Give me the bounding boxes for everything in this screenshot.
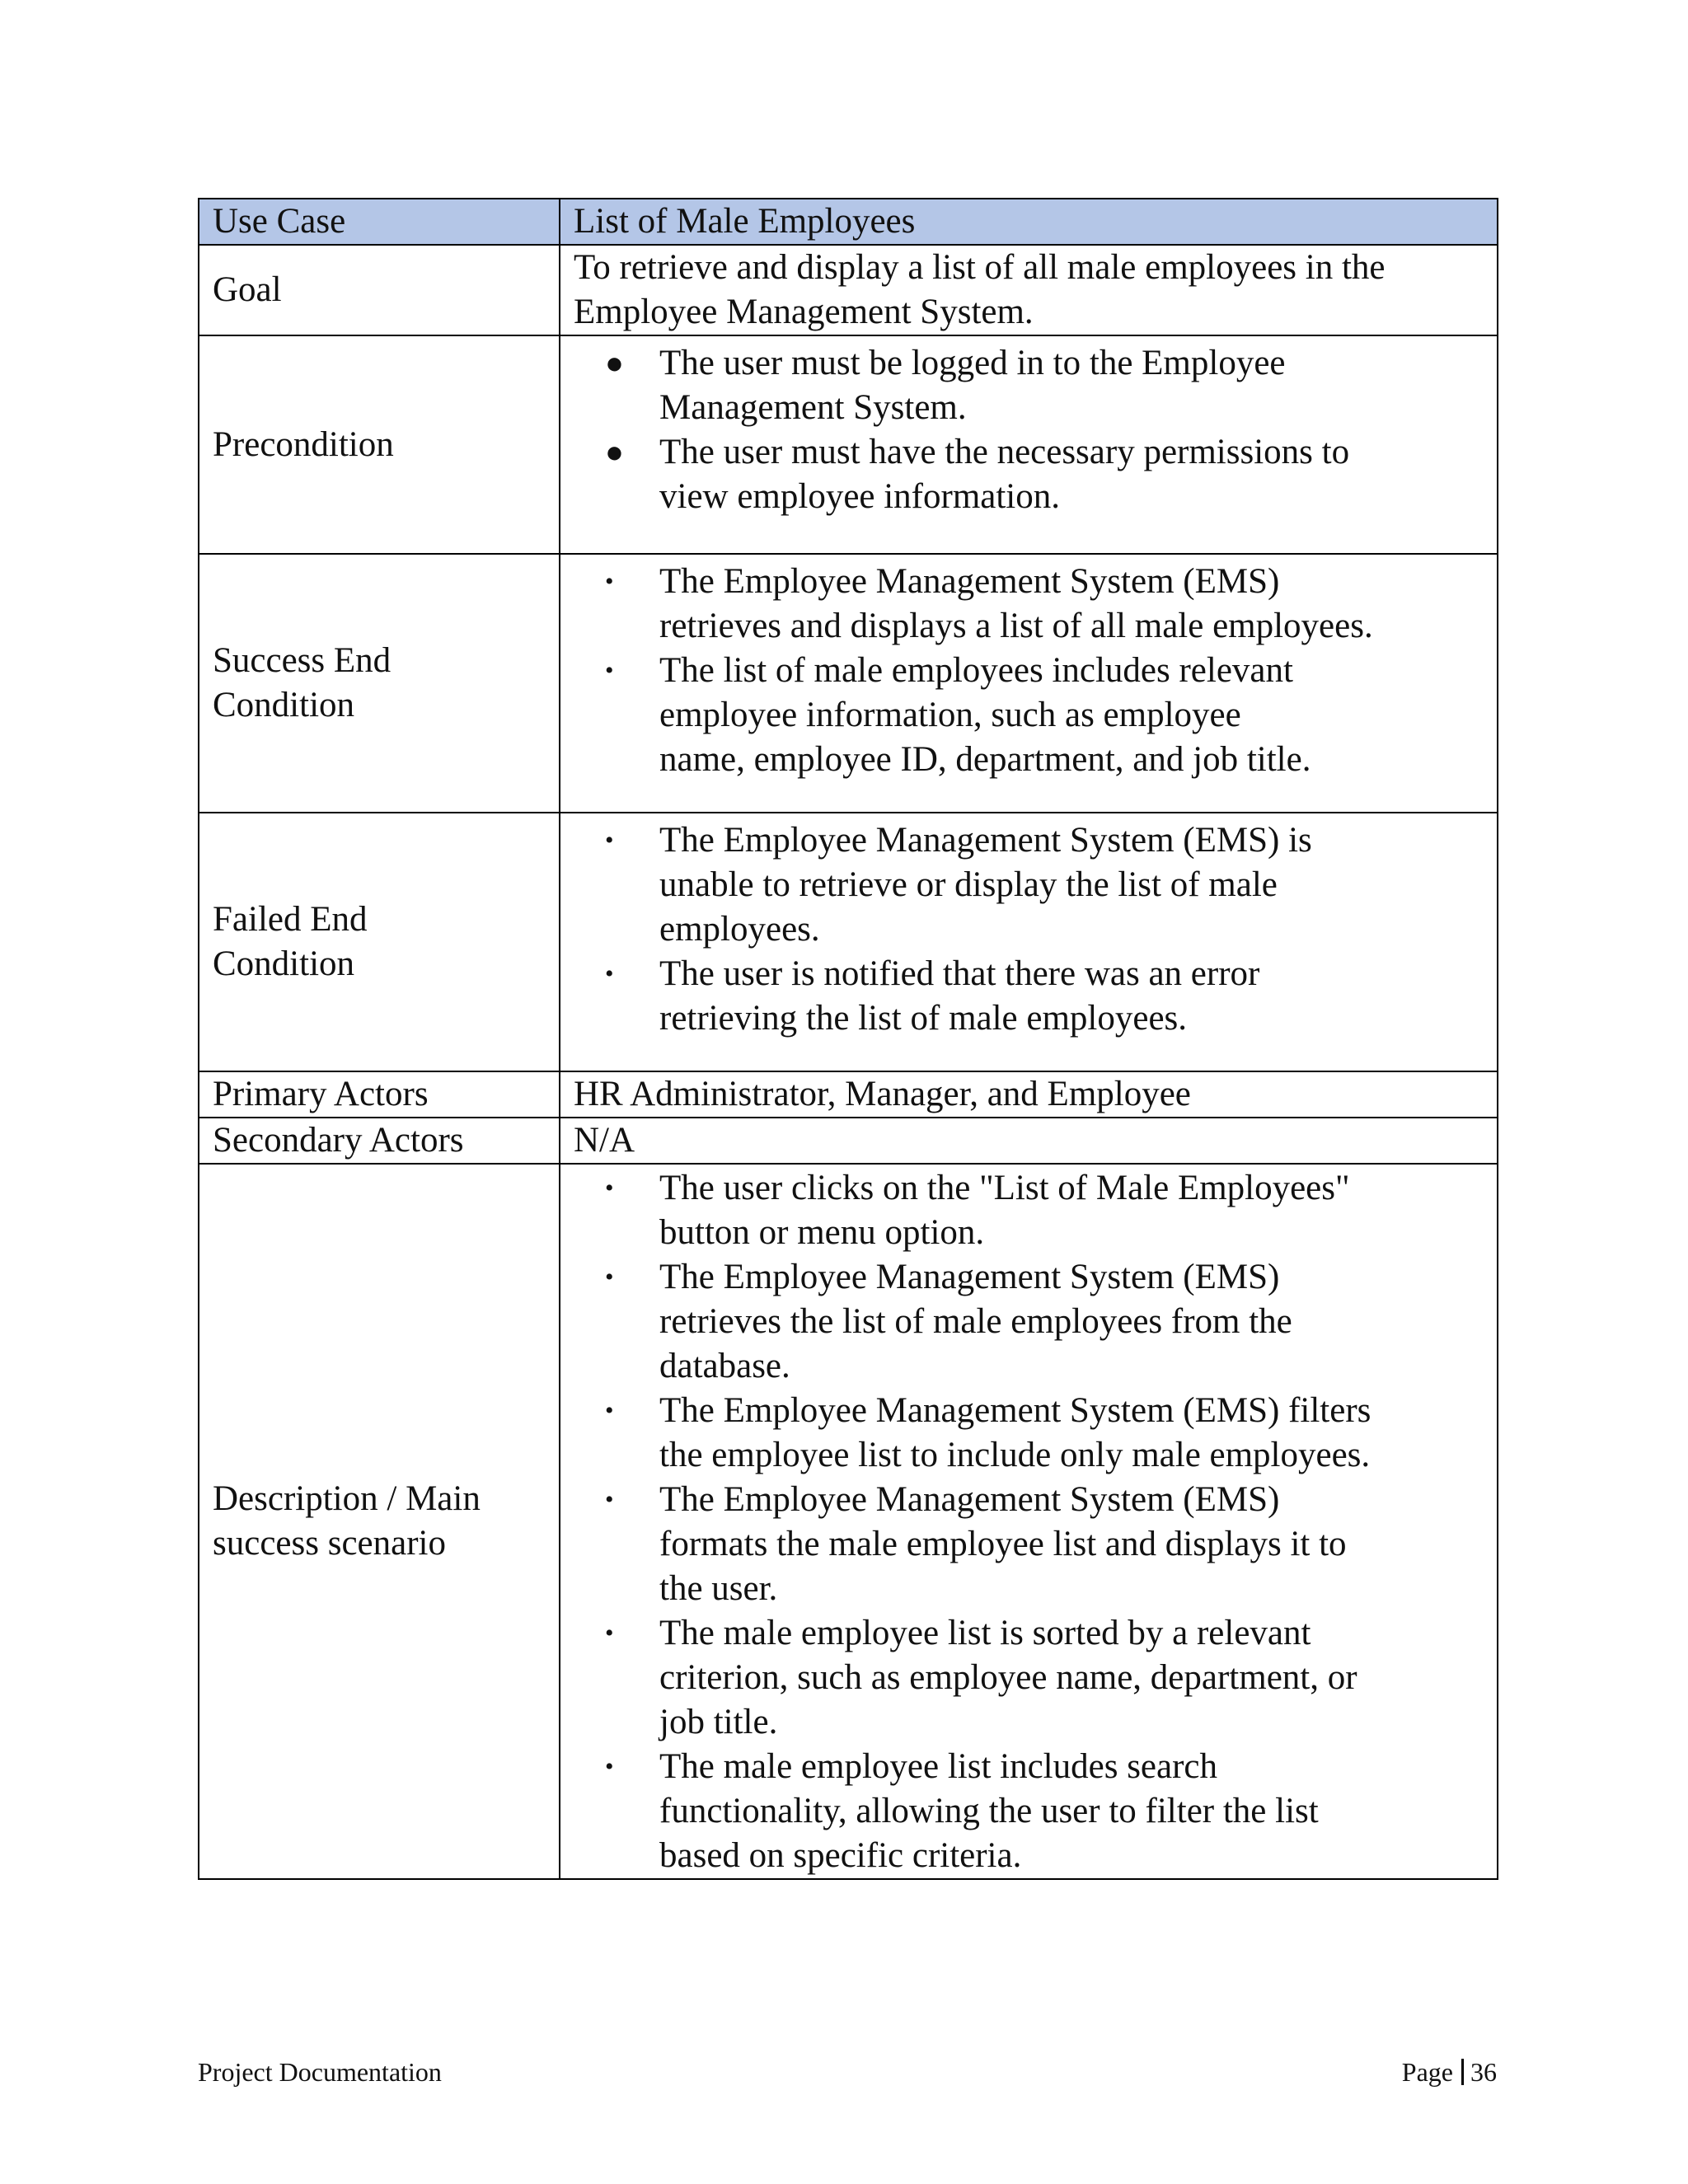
goal-label: Goal <box>199 245 560 335</box>
failed-row <box>199 813 1498 1071</box>
footer-page-number <box>1402 2055 1497 2088</box>
secondary-actors-row <box>199 1118 1498 1164</box>
failed-label: Failed End Condition <box>199 813 560 1071</box>
header-row <box>199 199 1498 245</box>
success-label: Success End Condition <box>199 554 560 813</box>
description-value <box>560 1164 1498 1879</box>
precondition-label: Precondition <box>199 335 560 554</box>
primary-actors-value: HR Administrator, Manager, and Employee <box>560 1071 1498 1118</box>
bullet-icon: • <box>605 1174 614 1202</box>
precondition-row <box>199 335 1498 554</box>
goal-line: Employee Management System. <box>574 293 1034 331</box>
failed-list <box>574 818 1484 1041</box>
goal-row <box>199 245 1498 335</box>
success-value <box>560 554 1498 813</box>
use-case-table <box>198 198 1498 1880</box>
bullet-icon: • <box>605 657 614 684</box>
bullet-icon: • <box>605 1263 614 1291</box>
page-number: 36 <box>1470 2057 1497 2087</box>
list-item: • The Employee Management System (EMS) retrieves and displays a list of all male employees. <box>659 560 1484 649</box>
success-list <box>574 560 1484 782</box>
list-item: • The user clicks on the "List of Male Employees" button or menu option. <box>659 1166 1484 1255</box>
list-item: • The Employee Management System (EMS) filters the employee list to include only male employees. <box>659 1389 1484 1478</box>
bullet-icon: • <box>605 827 614 854</box>
bullet-icon: • <box>605 1619 614 1647</box>
description-label: Description / Main success scenario <box>199 1164 560 1879</box>
list-item: • The Employee Management System (EMS) retrieves the list of male employees from the database. <box>659 1255 1484 1389</box>
secondary-actors-label: Secondary Actors <box>199 1118 560 1164</box>
secondary-actors-value: N/A <box>560 1118 1498 1164</box>
list-item: • The male employee list is sorted by a relevant criterion, such as employee name, department, or job title. <box>659 1611 1484 1745</box>
list-item: • The user is notified that there was an error retrieving the list of male employees. <box>659 952 1484 1041</box>
success-row <box>199 554 1498 813</box>
list-item: ● The user must have the necessary permissions to view employee information. <box>659 430 1484 519</box>
page-label: Page <box>1401 2057 1453 2087</box>
precondition-list <box>574 341 1484 519</box>
primary-actors-label: Primary Actors <box>199 1071 560 1118</box>
bullet-icon: • <box>605 1753 614 1780</box>
primary-actors-row <box>199 1071 1498 1118</box>
list-item: • The Employee Management System (EMS) is unable to retrieve or display the list of male employees. <box>659 818 1484 952</box>
footer-document-title: Project Documentation <box>198 2057 442 2087</box>
description-row <box>199 1164 1498 1879</box>
header-label: Use Case <box>199 199 560 245</box>
goal-line: To retrieve and display a list of all male employees in the <box>574 248 1386 287</box>
header-value: List of Male Employees <box>560 199 1498 245</box>
bullet-icon: • <box>605 568 614 595</box>
list-item: • The list of male employees includes relevant employee information, such as employee name, employee ID, department, and job title. <box>659 649 1484 782</box>
bullet-icon: • <box>605 1397 614 1424</box>
list-item: ● The user must be logged in to the Employee Management System. <box>659 341 1484 430</box>
goal-value <box>560 245 1498 335</box>
bullet-icon: ● <box>605 346 624 381</box>
page-separator <box>1461 2059 1464 2085</box>
failed-value <box>560 813 1498 1071</box>
bullet-icon: • <box>605 960 614 987</box>
list-item: • The male employee list includes search functionality, allowing the user to filter the list based on specific criteria. <box>659 1745 1484 1878</box>
precondition-value <box>560 335 1498 554</box>
bullet-icon: • <box>605 1486 614 1513</box>
description-list <box>574 1166 1484 1878</box>
bullet-icon: ● <box>605 435 624 470</box>
list-item: • The Employee Management System (EMS) formats the male employee list and displays it to the user. <box>659 1478 1484 1611</box>
